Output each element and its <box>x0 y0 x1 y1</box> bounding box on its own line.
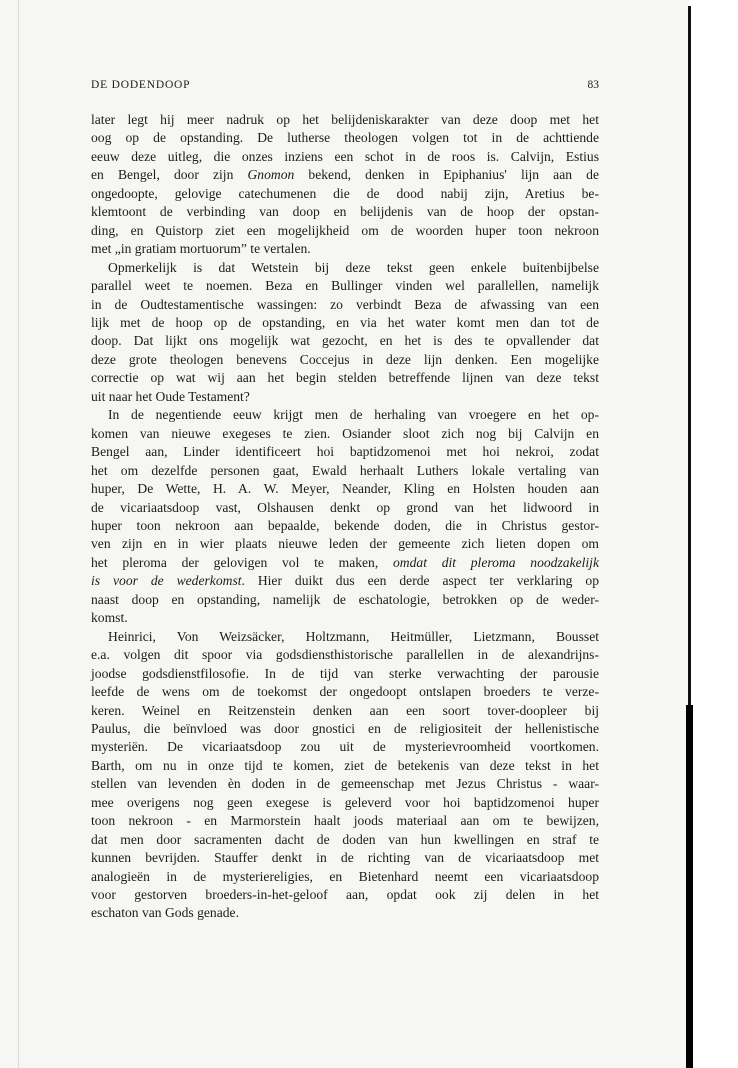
scan-edge-bar-thick <box>686 705 693 1068</box>
text-fragment: en Bengel, door zijn <box>91 167 248 183</box>
text-line: ongedoopte, gelovige catechumenen die de dood nabij zijn, Aretius be- <box>91 185 599 201</box>
text-line: het om dezelfde personen gaat, Ewald herhaalt Luthers lokale vertaling van <box>91 462 599 478</box>
text-line: leefde de wens om de toekomst der ongedoopt ontslapen broeders te verze- <box>91 684 599 700</box>
text-line: uit naar het Oude Testament? <box>91 388 250 404</box>
text-line: huper, De Wette, H. A. W. Meyer, Neander, Kling en Holsten houden aan <box>91 481 599 497</box>
text-line: later legt hij meer nadruk op het belijdeniskarakter van deze doop met het <box>91 112 599 127</box>
paragraph-1 <box>91 111 599 259</box>
text-line: analogieën in de mysteriereligies, en Bietenhard neemt een vicariaatsdoop <box>91 868 599 884</box>
running-header <box>91 79 599 97</box>
scan-margin-right <box>688 0 738 1068</box>
text-fragment: bekend, denken in Epiphanius' lijn aan de <box>294 167 599 183</box>
text-line: mysteriën. De vicariaatsdoop zou uit de mysterievroomheid voortkomen. <box>91 739 599 755</box>
text-line: toon nekroon - en Marmorstein haalt joods materiaal aan om te bewijzen, <box>91 813 599 829</box>
text-line: voor gestorven broeders-in-het-geloof aan, opdat ook zij delen in het <box>91 887 599 903</box>
text-line: in de Oudtestamentische wassingen: zo verbindt Beza de afwassing van een <box>91 296 599 312</box>
text-line: ven zijn en in wier plaats nieuwe leden der gemeente zich lieten dopen om <box>91 536 599 552</box>
text-line: stellen van levenden èn doden in de gemeenschap met Jezus Christus - waar- <box>91 776 599 792</box>
text-line: Paulus, die beïnvloed was door gnostici en de religiositeit der hellenistische <box>91 720 599 736</box>
italic-phrase: is voor de wederkomst <box>91 573 242 589</box>
text-fragment: het pleroma der gelovigen vol te maken, <box>91 554 393 570</box>
text-line <box>91 166 599 184</box>
text-line: huper toon nekroon aan bepaalde, bekende doden, die in Christus gestor- <box>91 517 599 533</box>
text-line: Opmerkelijk is dat Wetstein bij deze tekst geen enkele buitenbijbelse <box>108 259 599 275</box>
text-line: mee overigens nog geen exegese is geleverd voor hoi baptidzomenoi huper <box>91 794 599 810</box>
text-line: oog op de opstanding. De lutherse theologen volgen tot in de achttiende <box>91 130 599 146</box>
italic-phrase: omdat dit pleroma noodzakelijk <box>392 554 599 570</box>
text-line <box>91 572 599 590</box>
running-title: DE DODENDOOP <box>91 79 191 91</box>
text-line <box>91 554 599 572</box>
page-number: 83 <box>587 79 599 91</box>
text-line: e.a. volgen dit spoor via godsdiensthistorische parallellen in de alexandrijns- <box>91 647 599 663</box>
scan-border-left <box>18 0 19 1068</box>
text-line: joodse godsdienstfilosofie. In de tijd van sterke verwachting der parousie <box>91 665 599 681</box>
text-line: keren. Weinel en Reitzenstein denken aan een soort tover-doopleer bij <box>91 702 599 718</box>
text-line: de vicariaatsdoop vast, Olshausen denkt op grond van het lidwoord in <box>91 499 599 515</box>
body-text <box>91 111 599 923</box>
text-line: eeuw deze uitleg, die onzes inziens een schot in de roos is. Calvijn, Estius <box>91 148 599 164</box>
text-line: correctie op wat wij aan het begin stelden betreffende lijnen van deze tekst <box>91 370 599 386</box>
text-line: In de negentiende eeuw krijgt men de herhaling van vroegere en het op- <box>108 407 599 423</box>
paragraph-2 <box>91 259 599 407</box>
italic-title: Gnomon <box>247 167 295 183</box>
text-line: doop. Dat lijkt ons mogelijk wat gezocht, en het is des te opvallender dat <box>91 333 599 349</box>
text-line: lijk met de hoop op de opstanding, en via het water komt men dan tot de <box>91 314 599 330</box>
text-line: Heinrici, Von Weizsäcker, Holtzmann, Heitmüller, Lietzmann, Bousset <box>108 628 599 644</box>
text-line: naast doop en opstanding, namelijk de eschatologie, betrokken op de weder- <box>91 591 599 607</box>
text-line: dat men door sacramenten dacht de doden van hun kwellingen en straf te <box>91 831 599 847</box>
paragraph-4 <box>91 628 599 923</box>
text-line: komen van nieuwe exegeses te zien. Osiander sloot zich nog bij Calvijn en <box>91 425 599 441</box>
text-line: ding, en Quistorp ziet een mogelijkheid om de woorden huper toon nekroon <box>91 222 599 238</box>
text-line: Bengel aan, Linder identificeert hoi baptidzomenoi met hoi nekroi, zodat <box>91 444 599 460</box>
text-fragment: . Hier duikt dus een derde aspect ter verklaring op <box>241 573 599 589</box>
text-line: parallel weet te noemen. Beza en Bullinger vinden wel parallellen, namelijk <box>91 278 599 294</box>
paragraph-3 <box>91 406 599 627</box>
text-line: klemtoont de verbinding van doop en belijdenis van de hoop der opstan- <box>91 204 599 220</box>
text-line: kunnen bevrijden. Stauffer denkt in de richting van de vicariaatsdoop met <box>91 850 599 866</box>
text-line: komst. <box>91 610 128 626</box>
text-line: deze grote theologen benevens Coccejus in deze lijn denken. Een mogelijke <box>91 351 599 367</box>
text-line: met „in gratiam mortuorum” te vertalen. <box>91 241 311 257</box>
text-line: eschaton van Gods genade. <box>91 905 239 921</box>
text-line: Barth, om nu in onze tijd te komen, ziet de betekenis van deze tekst in het <box>91 757 599 773</box>
